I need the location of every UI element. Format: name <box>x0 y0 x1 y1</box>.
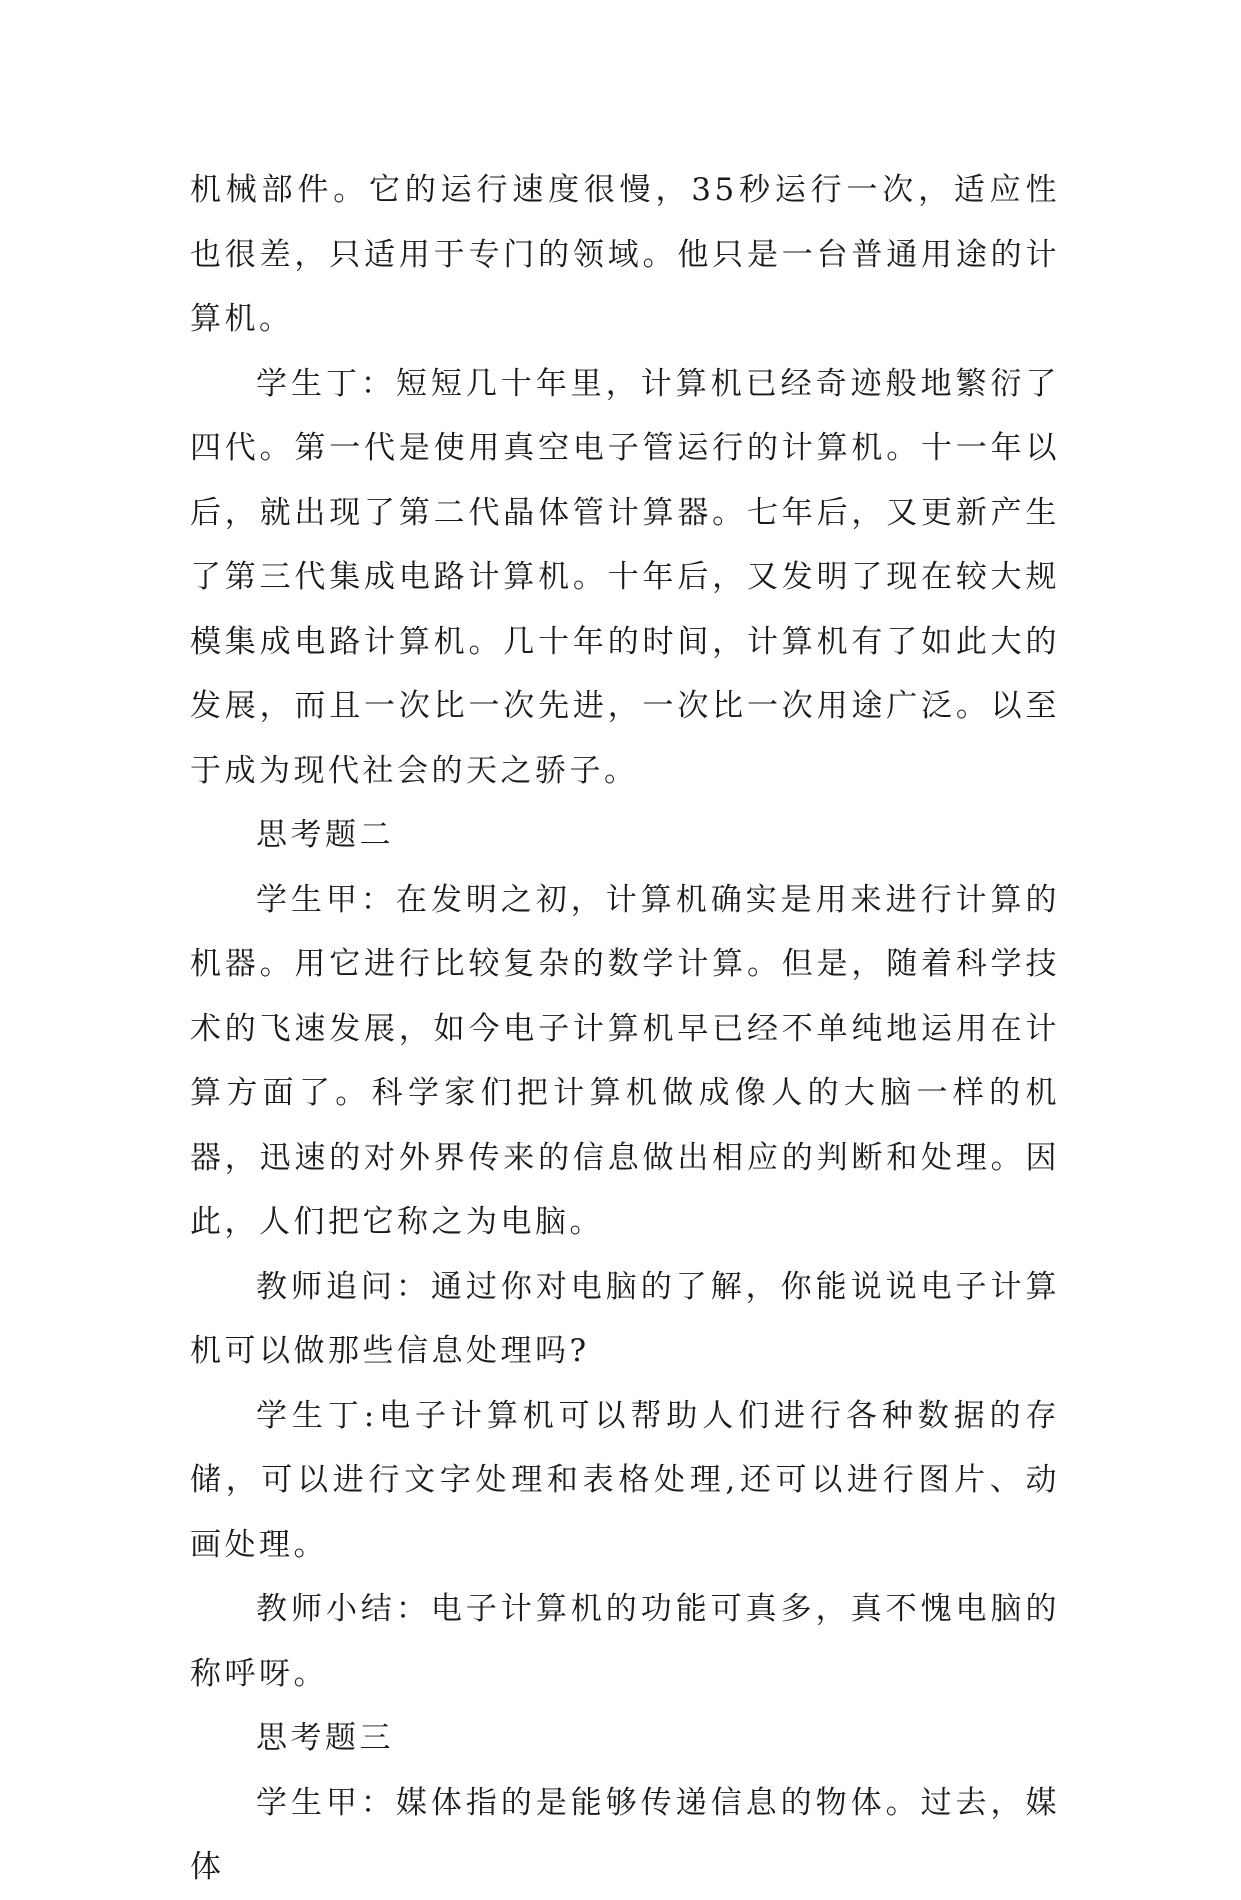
paragraph-student-jia-media: 学生甲：媒体指的是能够传递信息的物体。过去，媒体 <box>190 1784 1060 1885</box>
paragraph-student-ding-generations: 学生丁：短短几十年里，计算机已经奇迹般地繁衍了四代。第一代是使用真空电子管运行的计算机。十一年以后，就出现了第二代晶体管计算器。七年后，又更新产生了第三代集成电路计算机。十年后，又发明了现在较大规模集成电路计算机。几十年的时间，计算机有了如此大的发展，而且一次比一次先进，一次比一次用途广泛。以至于成为现代社会的天之骄子。 <box>190 365 1060 789</box>
paragraph-continuation: 机械部件。它的运行速度很慢，35秒运行一次，适应性也很差，只适用于专门的领域。他只是一台普通用途的计算机。 <box>190 172 1060 337</box>
paragraph-teacher-question: 教师追问：通过你对电脑的了解，你能说说电子计算机可以做那些信息处理吗? <box>190 1268 1060 1369</box>
document-page <box>190 158 1060 1900</box>
heading-question-two: 思考题二 <box>256 817 394 853</box>
paragraph-student-ding-functions: 学生丁:电子计算机可以帮助人们进行各种数据的存储，可以进行文字处理和表格处理,还可以进行图片、动画处理。 <box>190 1397 1060 1563</box>
paragraph-student-jia-brain: 学生甲：在发明之初，计算机确实是用来进行计算的机器。用它进行比较复杂的数学计算。但是，随着科学技术的飞速发展，如今电子计算机早已经不单纯地运用在计算方面了。科学家们把计算机做成像人的大脑一样的机器，迅速的对外界传来的信息做出相应的判断和处理。因此，人们把它称之为电脑。 <box>190 881 1060 1240</box>
heading-question-three: 思考题三 <box>256 1720 394 1756</box>
paragraph-teacher-summary: 教师小结：电子计算机的功能可真多，真不愧电脑的称呼呀。 <box>190 1591 1060 1692</box>
